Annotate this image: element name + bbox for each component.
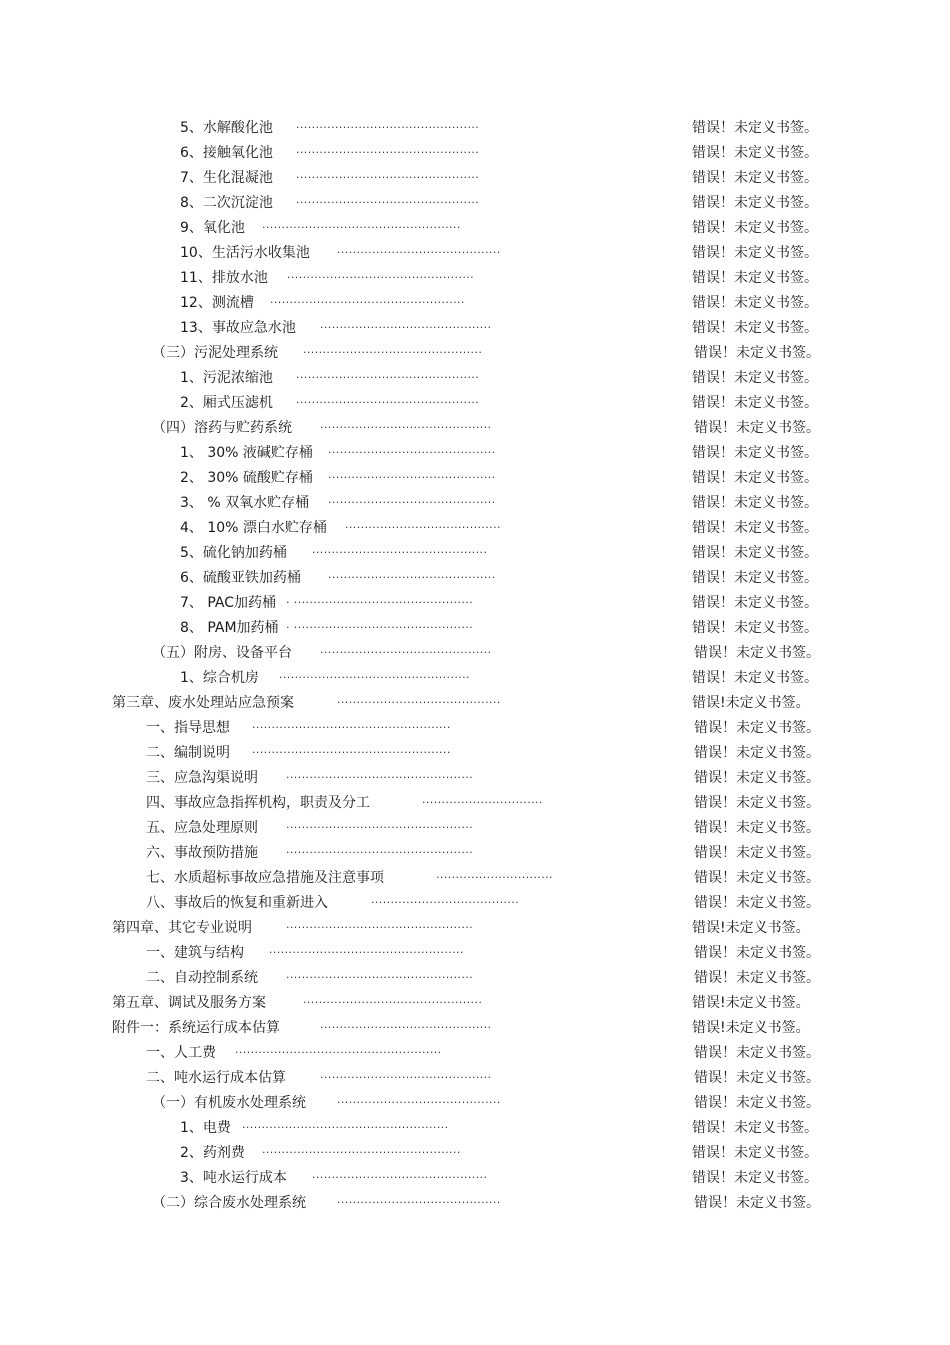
- toc-entry-page: 错误！未定义书签。: [694, 945, 820, 961]
- toc-entry-title: 2、药剂费: [180, 1145, 245, 1161]
- toc-entry-page: 错误！未定义书签。: [692, 145, 818, 161]
- toc-entry[interactable]: [180, 318, 820, 338]
- toc-entry-page: 错误！未定义书签。: [692, 470, 818, 486]
- toc-entry-title: 1、 30% 液碱贮存桶: [180, 445, 313, 461]
- toc-entry-title: 6、接触氧化池: [180, 145, 273, 161]
- toc-leader-dots: ...............................: [422, 793, 543, 806]
- toc-entry-page: 错误！未定义书签。: [692, 295, 818, 311]
- toc-leader-dots: ..........................................: [337, 693, 501, 706]
- toc-entry-page: 错误！未定义书签。: [694, 345, 820, 361]
- toc-entry-title: 13、事故应急水池: [180, 320, 296, 336]
- toc-entry-page: 错误！未定义书签。: [692, 1145, 818, 1161]
- toc-entry-title: 第四章、其它专业说明: [112, 920, 252, 936]
- toc-leader-dots: ...............................................: [296, 168, 480, 181]
- toc-entry-page: 错误！未定义书签。: [692, 620, 818, 636]
- toc-entry-page: 错误！未定义书签。: [694, 1070, 820, 1086]
- toc-entry-page: 错误！未定义书签。: [692, 270, 818, 286]
- toc-entry-page: 错误！未定义书签。: [692, 520, 818, 536]
- toc-leader-dots: ...........................................: [328, 493, 496, 506]
- toc-leader-dots: ...........................................: [328, 443, 496, 456]
- toc-entry-title: 二、编制说明: [146, 745, 230, 761]
- toc-entry[interactable]: [146, 968, 822, 988]
- toc-entry[interactable]: [146, 868, 822, 888]
- toc-leader-dots: ..................................................: [270, 293, 465, 306]
- toc-entry-title: （三）污泥处理系统: [152, 345, 278, 361]
- toc-entry-page: 错误!未定义书签。: [692, 1020, 810, 1036]
- toc-entry-page: 错误！未定义书签。: [692, 395, 818, 411]
- toc-entry-title: 2、 30% 硫酸贮存桶: [180, 470, 313, 486]
- toc-entry[interactable]: [180, 293, 820, 313]
- toc-entry-page: 错误！未定义书签。: [694, 420, 820, 436]
- toc-entry-title: （五）附房、设备平台: [152, 645, 292, 661]
- toc-leader-dots: ............................................: [320, 1018, 492, 1031]
- toc-entry-title: 6、硫酸亚铁加药桶: [180, 570, 301, 586]
- toc-leader-dots: .................................................: [279, 668, 470, 681]
- toc-entry[interactable]: [180, 218, 820, 238]
- toc-leader-dots: ...............................................: [296, 193, 480, 206]
- toc-entry[interactable]: [180, 1143, 820, 1163]
- toc-entry-title: 五、应急处理原则: [146, 820, 258, 836]
- toc-entry[interactable]: [180, 1118, 820, 1138]
- toc-entry[interactable]: [180, 493, 820, 513]
- toc-entry-title: （一）有机废水处理系统: [152, 1095, 306, 1111]
- toc-leader-dots: ..........................................: [337, 1093, 501, 1106]
- toc-leader-dots: ...................................................: [262, 218, 461, 231]
- toc-entry-title: 5、硫化钠加药桶: [180, 545, 287, 561]
- toc-leader-dots: . ..............................................: [286, 593, 474, 606]
- toc-leader-dots: ............................................: [320, 1068, 492, 1081]
- toc-entry[interactable]: [152, 643, 822, 663]
- toc-entry-page: 错误!未定义书签。: [692, 695, 810, 711]
- toc-leader-dots: ..............................: [436, 868, 553, 881]
- toc-entry-title: 一、人工费: [146, 1045, 216, 1061]
- toc-leader-dots: ................................................: [287, 268, 475, 281]
- toc-entry-title: 3、 % 双氧水贮存桶: [180, 495, 310, 511]
- toc-entry-title: 二、自动控制系统: [146, 970, 258, 986]
- toc-entry-title: 第五章、调试及服务方案: [112, 995, 266, 1011]
- toc-entry[interactable]: [146, 1043, 822, 1063]
- toc-entry-page: 错误！未定义书签。: [692, 670, 818, 686]
- toc-entry-page: 错误！未定义书签。: [694, 870, 820, 886]
- toc-entry-page: 错误！未定义书签。: [694, 895, 820, 911]
- toc-entry-title: 10、生活污水收集池: [180, 245, 310, 261]
- toc-entry-title: 12、测流槽: [180, 295, 254, 311]
- toc-leader-dots: ...........................................: [328, 468, 496, 481]
- toc-entry[interactable]: [146, 793, 822, 813]
- toc-leader-dots: ..............................................: [303, 343, 483, 356]
- toc-leader-dots: ........................................: [345, 518, 501, 531]
- toc-leader-dots: ...................................................: [252, 718, 451, 731]
- toc-entry[interactable]: [180, 243, 820, 263]
- toc-entry-title: 三、应急沟渠说明: [146, 770, 258, 786]
- toc-leader-dots: ...............................................: [296, 118, 480, 131]
- toc-entry-page: 错误！未定义书签。: [694, 820, 820, 836]
- toc-entry[interactable]: [180, 543, 820, 563]
- toc-entry[interactable]: [180, 443, 820, 463]
- toc-entry[interactable]: [152, 1093, 822, 1113]
- toc-leader-dots: ...................................................: [262, 1143, 461, 1156]
- toc-entry[interactable]: [146, 943, 822, 963]
- toc-entry[interactable]: [152, 418, 822, 438]
- toc-entry-page: 错误！未定义书签。: [692, 195, 818, 211]
- toc-entry-page: 错误！未定义书签。: [694, 795, 820, 811]
- toc-entry[interactable]: [146, 843, 822, 863]
- toc-entry[interactable]: [112, 1018, 822, 1038]
- toc-entry[interactable]: [180, 468, 820, 488]
- toc-leader-dots: .....................................................: [242, 1118, 449, 1131]
- toc-leader-dots: ......................................: [371, 893, 520, 906]
- toc-entry-title: （四）溶药与贮药系统: [152, 420, 292, 436]
- toc-leader-dots: .............................................: [312, 1168, 488, 1181]
- toc-entry[interactable]: [180, 143, 820, 163]
- toc-entry[interactable]: [180, 368, 820, 388]
- toc-entry-page: 错误!未定义书签。: [692, 995, 810, 1011]
- toc-entry-page: 错误！未定义书签。: [692, 320, 818, 336]
- toc-entry-title: 4、 10% 漂白水贮存桶: [180, 520, 327, 536]
- toc-entry-page: 错误！未定义书签。: [694, 1195, 820, 1211]
- toc-entry-page: 错误！未定义书签。: [692, 595, 818, 611]
- toc-leader-dots: ............................................: [320, 318, 492, 331]
- toc-entry[interactable]: [146, 818, 822, 838]
- toc-entry[interactable]: [180, 168, 820, 188]
- toc-entry-title: 9、氧化池: [180, 220, 245, 236]
- toc-entry-title: 二、吨水运行成本估算: [146, 1070, 286, 1086]
- toc-entry-page: 错误！未定义书签。: [694, 770, 820, 786]
- toc-entry[interactable]: [180, 193, 820, 213]
- toc-leader-dots: .....................................................: [235, 1043, 442, 1056]
- toc-entry-title: （二）综合废水处理系统: [152, 1195, 306, 1211]
- toc-leader-dots: ............................................: [320, 643, 492, 656]
- toc-entry-page: 错误！未定义书签。: [692, 545, 818, 561]
- toc-entry-page: 错误！未定义书签。: [692, 570, 818, 586]
- toc-entry-title: 7、 PAC加药桶: [180, 595, 277, 611]
- toc-entry-title: 8、二次沉淀池: [180, 195, 273, 211]
- toc-entry[interactable]: [180, 568, 820, 588]
- toc-leader-dots: ................................................: [286, 843, 474, 856]
- toc-entry-page: 错误！未定义书签。: [692, 245, 818, 261]
- toc-entry-title: 5、水解酸化池: [180, 120, 273, 136]
- toc-entry[interactable]: [112, 918, 822, 938]
- toc-entry-page: 错误！未定义书签。: [692, 220, 818, 236]
- toc-entry-title: 八、事故后的恢复和重新进入: [146, 895, 328, 911]
- toc-entry[interactable]: [180, 1168, 820, 1188]
- toc-entry[interactable]: [152, 1193, 822, 1213]
- toc-entry-page: 错误！未定义书签。: [694, 645, 820, 661]
- toc-entry-page: 错误！未定义书签。: [694, 1095, 820, 1111]
- toc-entry-title: 1、综合机房: [180, 670, 259, 686]
- toc-entry[interactable]: [180, 593, 820, 613]
- toc-leader-dots: ................................................: [286, 918, 474, 931]
- toc-leader-dots: ................................................: [286, 968, 474, 981]
- toc-leader-dots: ..................................................: [269, 943, 464, 956]
- toc-entry-page: 错误！未定义书签。: [692, 170, 818, 186]
- toc-entry-title: 四、事故应急指挥机构，职责及分工: [146, 795, 370, 811]
- toc-entry[interactable]: [146, 718, 822, 738]
- toc-entry-page: 错误！未定义书签。: [694, 745, 820, 761]
- toc-entry[interactable]: [146, 768, 822, 788]
- toc-entry-title: 六、事故预防措施: [146, 845, 258, 861]
- toc-entry-page: 错误！未定义书签。: [694, 720, 820, 736]
- toc-entry-page: 错误！未定义书签。: [692, 1170, 818, 1186]
- toc-entry-page: 错误！未定义书签。: [692, 1120, 818, 1136]
- toc-leader-dots: ...........................................: [328, 568, 496, 581]
- toc-leader-dots: ..........................................: [337, 243, 501, 256]
- toc-leader-dots: ...............................................: [296, 368, 480, 381]
- toc-entry-title: 1、电费: [180, 1120, 231, 1136]
- toc-entry-title: 一、指导思想: [146, 720, 230, 736]
- toc-entry-page: 错误！未定义书签。: [694, 970, 820, 986]
- toc-entry-title: 一、建筑与结构: [146, 945, 244, 961]
- toc-entry[interactable]: [180, 518, 820, 538]
- toc-entry-page: 错误！未定义书签。: [692, 445, 818, 461]
- toc-entry[interactable]: [180, 118, 820, 138]
- toc-entry[interactable]: [146, 1068, 822, 1088]
- toc-entry-page: 错误！未定义书签。: [694, 1045, 820, 1061]
- toc-entry[interactable]: [146, 893, 822, 913]
- toc-entry[interactable]: [180, 668, 820, 688]
- toc-entry-page: 错误！未定义书签。: [692, 370, 818, 386]
- toc-entry[interactable]: [180, 618, 820, 638]
- toc-leader-dots: ................................................: [286, 818, 474, 831]
- toc-entry[interactable]: [152, 343, 822, 363]
- toc-entry-title: 1、污泥浓缩池: [180, 370, 273, 386]
- toc-entry-page: 错误!未定义书签。: [692, 920, 810, 936]
- toc-entry-title: 11、排放水池: [180, 270, 268, 286]
- toc-leader-dots: ...............................................: [296, 143, 480, 156]
- toc-leader-dots: .............................................: [312, 543, 488, 556]
- toc-entry[interactable]: [112, 993, 822, 1013]
- toc-entry-title: 2、厢式压滤机: [180, 395, 273, 411]
- toc-entry-page: 错误！未定义书签。: [692, 495, 818, 511]
- toc-entry-title: 7、生化混凝池: [180, 170, 273, 186]
- toc-entry-title: 附件一：系统运行成本估算: [112, 1020, 280, 1036]
- toc-entry-title: 第三章、废水处理站应急预案: [112, 695, 294, 711]
- toc-entry-title: 3、吨水运行成本: [180, 1170, 287, 1186]
- toc-entry-title: 七、水质超标事故应急措施及注意事项: [146, 870, 384, 886]
- toc-entry-title: 8、 PAM加药桶: [180, 620, 279, 636]
- toc-entry[interactable]: [112, 693, 822, 713]
- toc-leader-dots: . ..............................................: [286, 618, 474, 631]
- toc-leader-dots: ...............................................: [296, 393, 480, 406]
- toc-leader-dots: ................................................: [286, 768, 474, 781]
- toc-leader-dots: ..............................................: [303, 993, 483, 1006]
- toc-leader-dots: ..........................................: [337, 1193, 501, 1206]
- toc-entry-page: 错误！未定义书签。: [694, 845, 820, 861]
- toc-leader-dots: ............................................: [320, 418, 492, 431]
- toc-entry[interactable]: [146, 743, 822, 763]
- toc-entry-page: 错误！未定义书签。: [692, 120, 818, 136]
- toc-entry[interactable]: [180, 268, 820, 288]
- toc-entry[interactable]: [180, 393, 820, 413]
- toc-leader-dots: ...................................................: [252, 743, 451, 756]
